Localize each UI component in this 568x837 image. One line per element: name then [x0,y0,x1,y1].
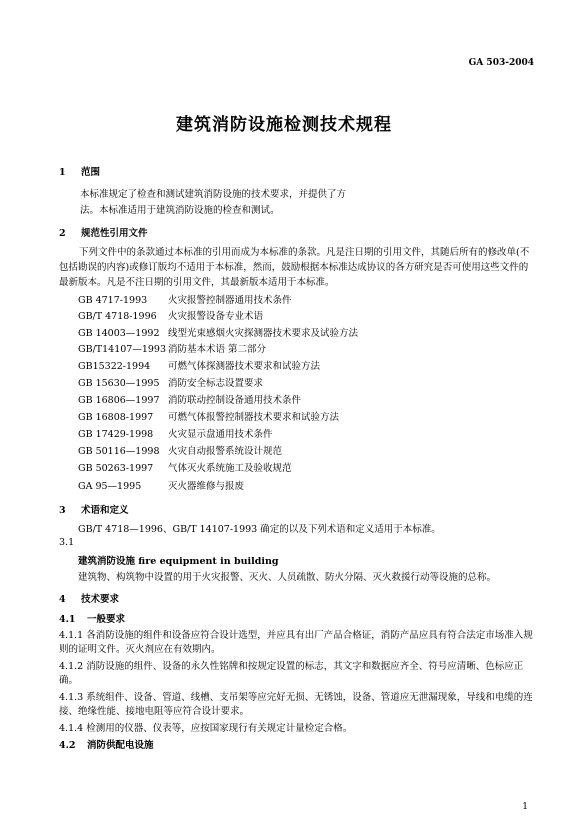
reference-item [78,358,320,372]
reference-code: GA 95—1995 [78,481,142,492]
section-3-intro: GB/T 4718—1996、GB/T 14107-1993 确定的以及下列术语和定义适用于本标准。 [78,524,441,535]
reference-code: GB/T 4718-1996 [78,311,157,322]
clause-4-1-4: 4.1.4 检测用的仪器、仪表等，应按国家现行有关规定计量检定合格。 [59,723,353,734]
section-4-heading [59,591,119,605]
reference-item [78,460,292,474]
term-title: 建筑消防设施 fire equipment in building [78,556,279,567]
clause-4-1-2: 4.1.2 消防设施的组件、设备的永久性铭牌和按规定设置的标志，其文字和数据应齐全、符号应清晰、色标应正确。 [59,661,524,686]
reference-code: GB 50116—1998 [78,446,160,457]
reference-code: GB 16806—1997 [78,395,160,406]
subsection-number: 4.2 [59,740,76,751]
subsection-title: 一般要求 [87,614,126,625]
reference-item [78,375,263,389]
reference-name: 消防基本术语 第二部分 [168,344,267,355]
reference-code: GB 15630—1995 [78,378,160,389]
page-number: 1 [522,802,528,812]
section-2-heading [59,225,148,239]
reference-item [78,341,266,355]
reference-code: GB15322-1994 [78,361,151,372]
reference-name: 可燃气体报警控制器技术要求和试验方法 [168,412,340,423]
reference-code: GB 4717-1993 [78,295,148,306]
subsection-4-1-heading [59,611,125,625]
section-number: 3 [59,505,66,516]
reference-code: GB 17429-1998 [78,429,154,440]
section-title: 规范性引用文件 [81,228,148,239]
reference-code: GB/T14107—1993 [78,344,167,355]
subsection-number: 4.1 [59,614,76,625]
section-1-line-2: 法。本标准适用于建筑消防设施的检查和测试。 [80,205,280,216]
clause-4-1-3: 4.1.3 系统组件、设备、管道、线槽、支吊架等应完好无损、无锈蚀，设备、管道应无泄漏现象，导线和电缆的连接、绝缘性能、接地电阻等应符合设计要求。 [59,692,533,717]
reference-name: 火灾报警设备专业术语 [168,311,264,322]
reference-code: GB 16808-1997 [78,412,154,423]
reference-item [78,392,301,406]
reference-code: GB 14003—1992 [78,328,160,339]
section-number: 2 [59,228,66,239]
term-number: 3.1 [59,537,75,548]
document-title: 建筑消防设施检测技术规程 [176,115,392,135]
section-1-heading [59,164,100,178]
reference-name: 灭火器维修与报废 [168,481,245,492]
reference-item [78,325,358,339]
section-1-line-1: 本标准规定了检查和测试建筑消防设施的技术要求，并提供了方 [80,189,347,200]
reference-name: 可燃气体探测器技术要求和试验方法 [168,361,321,372]
reference-name: 线型光束感烟火灾探测器技术要求及试验方法 [168,328,359,339]
reference-name: 消防联动控制设备通用技术条件 [168,395,302,406]
section-number: 1 [59,167,66,178]
reference-code: GB 50263-1997 [78,463,154,474]
reference-item [78,292,292,306]
section-number: 4 [59,594,66,605]
section-3-heading [59,502,129,516]
reference-name: 消防安全标志设置要求 [168,378,264,389]
section-title: 术语和定义 [81,505,129,516]
subsection-title: 消防供配电设施 [87,740,154,751]
reference-item [78,478,244,492]
section-title: 技术要求 [81,594,120,605]
reference-item [78,426,273,440]
reference-item [78,409,339,423]
reference-name: 火灾自动报警系统设计规范 [168,446,283,457]
reference-name: 气体灭火系统施工及验收规范 [168,463,292,474]
section-2-intro: 下列文件中的条款通过本标准的引用而成为本标准的条款。凡是注日期的引用文件，其随后所有的修改单(不包括勘误的内容)或修订版均不适用于本标准，然而，鼓励根据本标准达成协议的各方研究是否可使用这些文件的最新版本。凡是不注日期的引用文件，其最新版本适用于本标准。 [59,247,530,288]
section-title: 范围 [81,167,101,178]
term-definition: 建筑物、构筑物中设置的用于火灾报警、灭火、人员疏散、防火分隔、灭火救援行动等设施的总称。 [78,572,497,583]
reference-name: 火灾显示盘通用技术条件 [168,429,273,440]
reference-name: 火灾报警控制器通用技术条件 [168,295,292,306]
subsection-4-2-heading [59,737,154,751]
clause-4-1-1: 4.1.1 各消防设施的组件和设备应符合设计选型，并应具有出厂产品合格证，消防产品应具有符合法定市场准入规则的证明文件。灭火剂应在有效期内。 [59,630,533,655]
reference-item [78,443,282,457]
standard-code: GA 503-2004 [468,58,534,68]
reference-item [78,308,263,322]
